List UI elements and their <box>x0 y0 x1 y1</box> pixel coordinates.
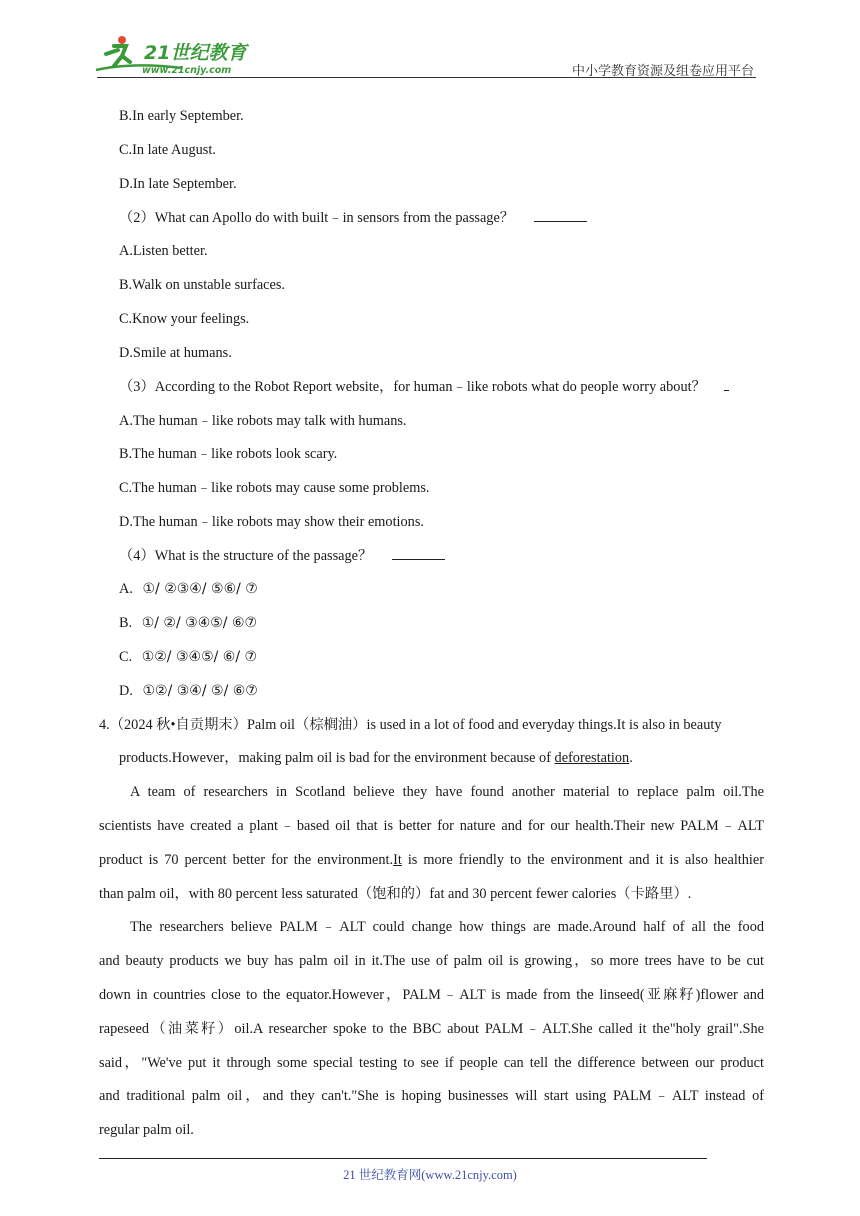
paragraph2-line7: regular palm oil. <box>99 1122 194 1138</box>
footer-link[interactable]: 21 世纪教育网(www.21cnjy.com) <box>343 1168 517 1182</box>
underlined-word-it: It <box>393 852 402 868</box>
q3-option-a: A.The human﹣like robots may talk with humans. <box>119 413 407 429</box>
q4-stem <box>119 547 445 565</box>
q4-option-d-text: ①②/ ③④/ ⑤/ ⑥⑦ <box>142 683 258 699</box>
q2-option-b: B.Walk on unstable surfaces. <box>119 277 285 293</box>
paragraph2-line6: and traditional palm oil，and they can't."She is hoping businesses will start using PALM﹣ALT instead of <box>99 1088 764 1104</box>
q3-option-c: C.The human﹣like robots may cause some problems. <box>119 480 430 496</box>
p1-l3-pre: product is 70 percent better for the environment. <box>99 852 394 868</box>
paragraph2-line1: The researchers believe PALM﹣ALT could change how things are made.Around half of all the food <box>130 919 764 935</box>
q3-option-b: B.The human﹣like robots look scary. <box>119 446 338 462</box>
q4-option-c <box>119 648 257 666</box>
q4-option-d <box>119 682 258 700</box>
intro-line2-end: . <box>629 750 633 766</box>
q4-option-a-label: A. <box>119 581 133 597</box>
header-divider <box>97 77 756 78</box>
q4-option-a <box>119 580 258 598</box>
intro-line2-text: products.However，making palm oil is bad for the environment because of <box>119 750 555 766</box>
q2-option-a: A.Listen better. <box>119 243 208 259</box>
q2-stem <box>119 209 587 227</box>
q4-option-b-text: ①/ ②/ ③④⑤/ ⑥⑦ <box>141 615 258 631</box>
passage4-intro-line2 <box>119 749 633 767</box>
q1-option-b: B.In early September. <box>119 108 244 124</box>
header-logo <box>92 32 262 78</box>
paragraph1-line3 <box>99 851 764 869</box>
passage4-intro-line1: 4.（2024 秋•自贡期末）Palm oil（棕榈油）is used in a lot of food and everyday things.It is also in beauty <box>99 717 722 733</box>
platform-title: 中小学教育资源及组卷应用平台 <box>571 64 754 79</box>
q4-option-b-label: B. <box>119 615 133 631</box>
logo-url: www.21cnjy.com <box>142 65 232 76</box>
q2-answer-blank[interactable] <box>534 209 587 222</box>
q4-option-a-text: ①/ ②③④/ ⑤⑥/ ⑦ <box>142 581 258 597</box>
paragraph2-line2: and beauty products we buy has palm oil in it.The use of palm oil is growing，so more trees have to be cut <box>99 953 764 969</box>
paragraph2-line5: said，"We've put it through some special testing to see if people can tell the difference between our product <box>99 1055 764 1071</box>
q3-option-d: D.The human﹣like robots may show their emotions. <box>119 514 424 530</box>
q1-option-c: C.In late August. <box>119 142 216 158</box>
q4-stem-text: （4）What is the structure of the passage？ <box>119 548 373 564</box>
paragraph2-line3: down in countries close to the equator.However，PALM﹣ALT is made from the linseed(亚麻籽)flower and <box>99 987 764 1003</box>
underlined-word-deforestation: deforestation <box>554 750 630 766</box>
p1-l3-post: is more friendly to the environment and it is also healthier <box>401 852 765 868</box>
q2-option-c: C.Know your feelings. <box>119 311 250 327</box>
paragraph1-line2: scientists have created a plant﹣based oil that is better for nature and for our health.Their new PALM﹣ALT <box>99 818 764 834</box>
q2-option-d: D.Smile at humans. <box>119 345 232 361</box>
paragraph1-line4: than palm oil，with 80 percent less saturated（饱和的）fat and 30 percent fewer calories（卡路里）. <box>99 886 692 902</box>
q4-answer-blank[interactable] <box>392 547 445 560</box>
q2-stem-text: （2）What can Apollo do with built﹣in sensors from the passage？ <box>119 210 515 226</box>
logo-wordmark: 21世纪教育 <box>144 42 247 64</box>
q1-option-d: D.In late September. <box>119 176 237 192</box>
footer-divider <box>99 1158 707 1159</box>
q4-option-c-label: C. <box>119 649 133 665</box>
q3-answer-blank[interactable] <box>724 378 729 391</box>
q4-option-c-text: ①②/ ③④⑤/ ⑥/ ⑦ <box>141 649 258 665</box>
q4-option-b <box>119 614 257 632</box>
q3-stem <box>119 378 729 396</box>
paragraph1-line1: A team of researchers in Scotland believe they have found another material to replace palm oil.The <box>130 784 764 800</box>
q3-stem-text: （3）According to the Robot Report website，for human﹣like robots what do people worry about？ <box>119 379 706 395</box>
q4-option-d-label: D. <box>119 683 133 699</box>
paragraph2-line4: rapeseed（油菜籽）oil.A researcher spoke to the BBC about PALM﹣ALT.She called it the"holy grail".She <box>99 1021 764 1037</box>
